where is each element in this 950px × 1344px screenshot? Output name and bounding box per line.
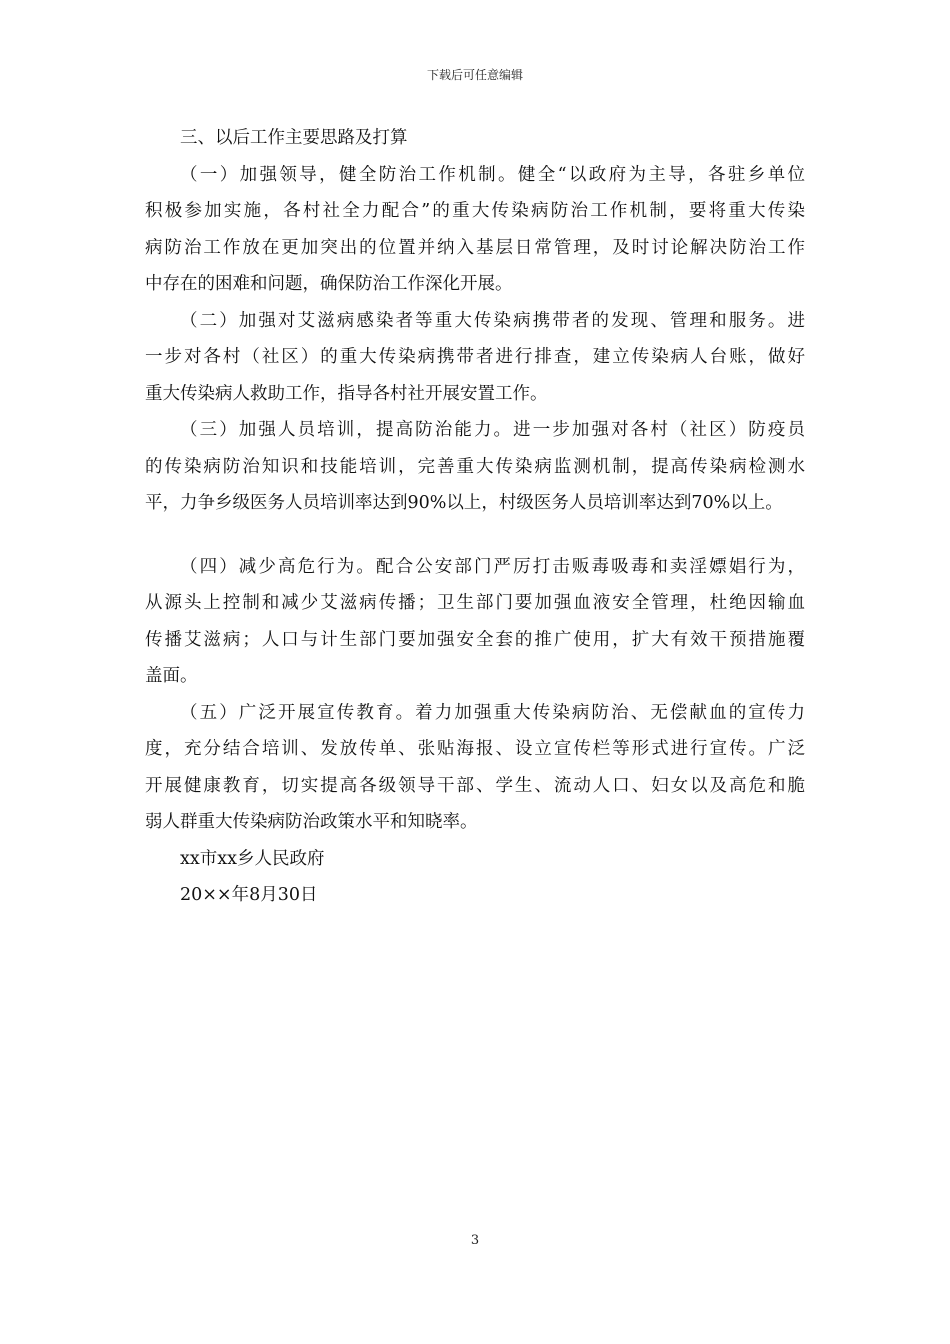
paragraph-2 [145, 303, 805, 413]
paragraph-line: 一步对各村（社区）的重大传染病携带者进行排查，建立传染病人台账，做好 [145, 347, 805, 367]
paragraph-line: 病防治工作放在更加突出的位置并纳入基层日常管理，及时讨论解决防治工作 [145, 237, 805, 258]
paragraph-line: 中存在的困难和问题，确保防治工作深化开展。 [145, 274, 513, 294]
section-heading: 三、以后工作主要思路及打算 [180, 128, 408, 148]
page-header: 下载后可任意编辑 [426, 68, 523, 82]
paragraph-line: （二）加强对艾滋病感染者等重大传染病携带者的发现、管理和服务。进 [180, 310, 805, 331]
paragraph-line: （一）加强领导，健全防治工作机制。健全“以政府为主导，各驻乡单位 [180, 164, 805, 185]
paragraph-5 [145, 695, 805, 841]
paragraph-4 [145, 549, 805, 695]
paragraph-line: 积极参加实施，各村社全力配合”的重大传染病防治工作机制，要将重大传染 [145, 201, 805, 221]
paragraph-line: 传播艾滋病；人口与计生部门要加强安全套的推广使用，扩大有效干预措施覆 [145, 629, 805, 650]
paragraph-line: 从源头上控制和减少艾滋病传播；卫生部门要加强血液安全管理，杜绝因输血 [145, 593, 805, 613]
paragraph-line: 盖面。 [145, 666, 198, 686]
paragraph-line: 弱人群重大传染病防治政策水平和知晓率。 [145, 812, 478, 832]
paragraph-1 [145, 157, 805, 303]
paragraph-line: 开展健康教育，切实提高各级领导干部、学生、流动人口、妇女以及高危和脆 [145, 775, 805, 796]
paragraph-line: （四）减少高危行为。配合公安部门严厉打击贩毒吸毒和卖淫嫖娼行为， [180, 556, 805, 577]
paragraph-line: 度，充分结合培训、发放传单、张贴海报、设立宣传栏等形式进行宣传。广泛 [145, 739, 805, 759]
paragraph-line: （五）广泛开展宣传教育。着力加强重大传染病防治、无偿献血的宣传力 [180, 702, 805, 723]
paragraph-line: 重大传染病人救助工作，指导各村社开展安置工作。 [145, 383, 548, 404]
paragraph-3 [145, 412, 805, 522]
paragraph-line: 的传染病防治知识和技能培训，完善重大传染病监测机制，提高传染病检测水 [145, 456, 805, 477]
document-body [145, 120, 805, 914]
signature-date: 20××年8月30日 [180, 885, 318, 905]
paragraph-line: 平，力争乡级医务人员培训率达到90%以上，村级医务人员培训率达到70%以上。 [145, 493, 783, 513]
page-number: 3 [470, 1233, 480, 1248]
paragraph-line: （三）加强人员培训，提高防治能力。进一步加强对各村（社区）防疫员 [180, 420, 805, 440]
blank-line [145, 522, 805, 549]
signature-org: xx市xx乡人民政府 [180, 848, 325, 869]
